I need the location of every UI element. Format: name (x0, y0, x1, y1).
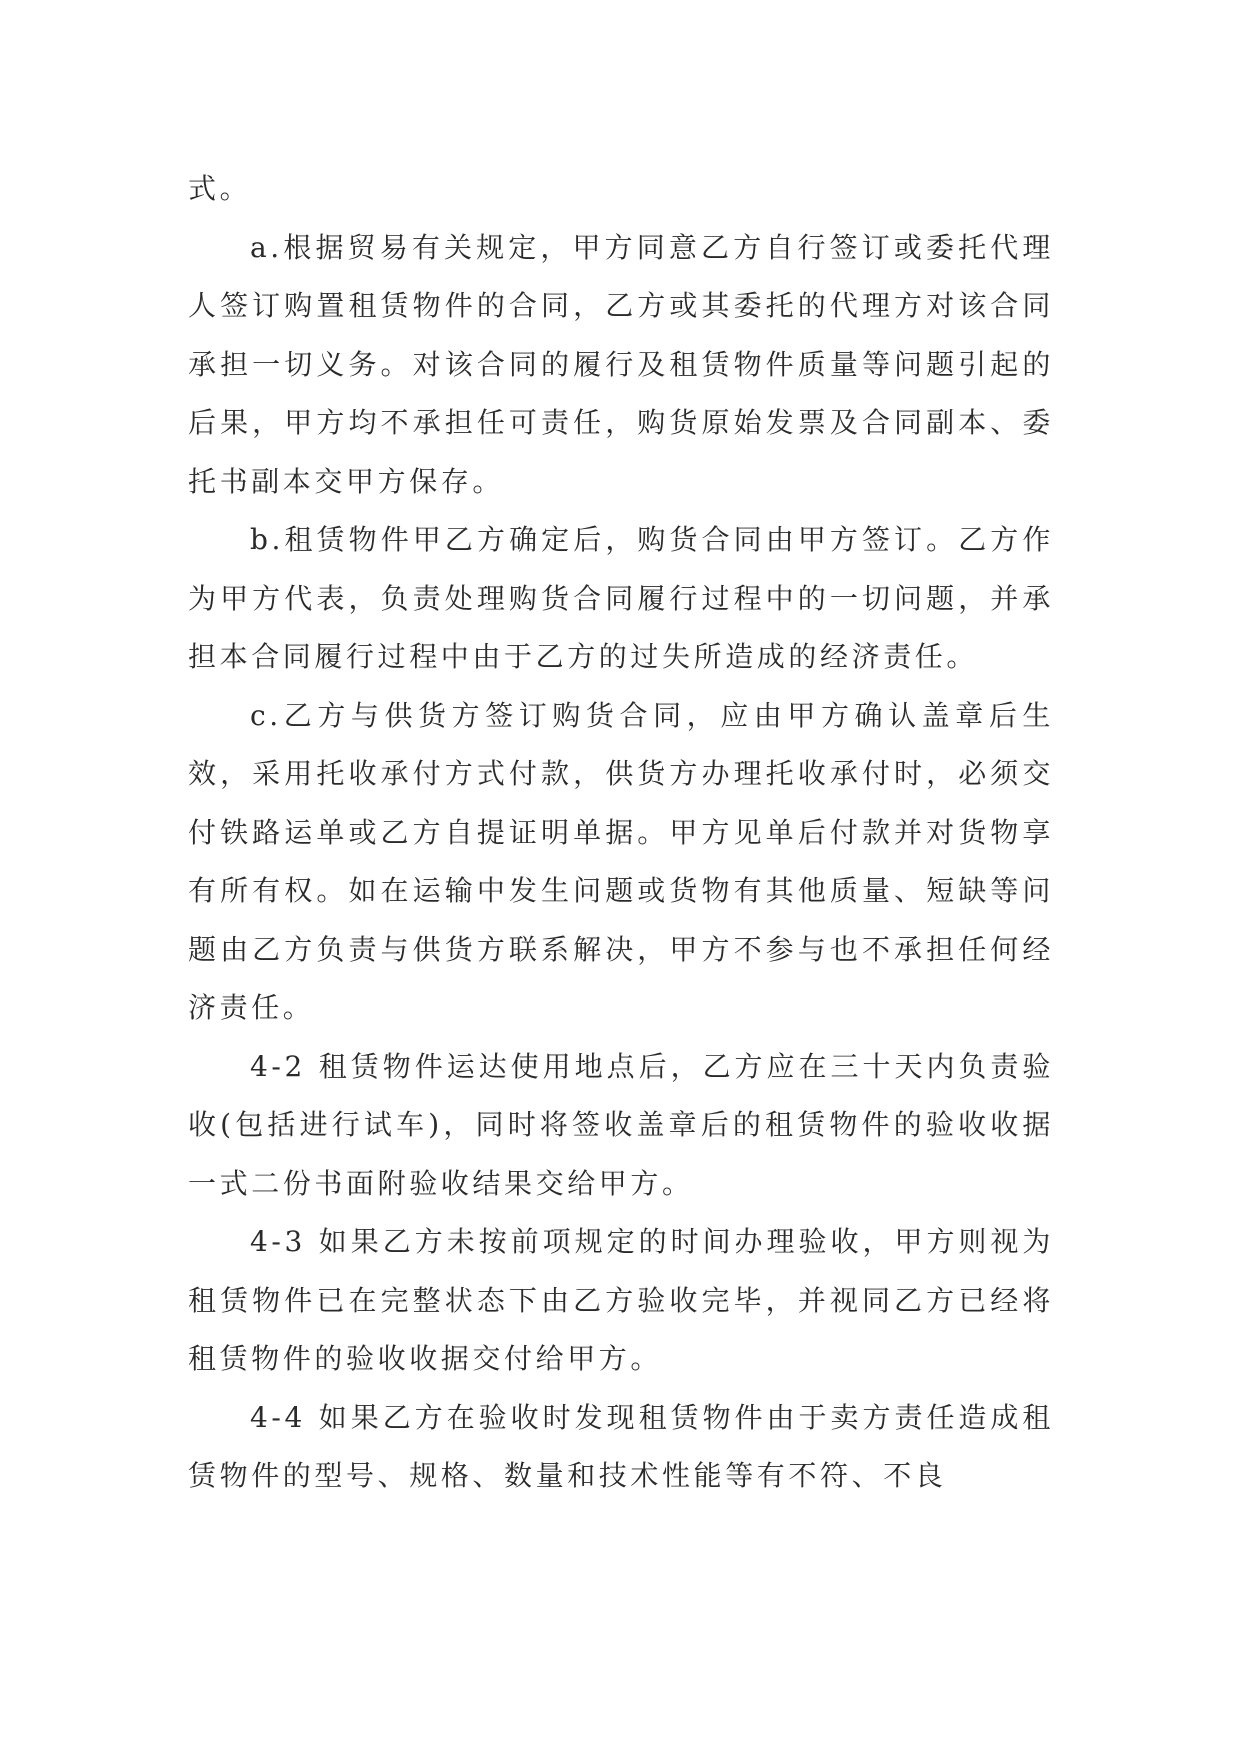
paragraph-clause-4-3: 4-3 如果乙方未按前项规定的时间办理验收，甲方则视为租赁物件已在完整状态下由乙方验收完毕，并视同乙方已经将租赁物件的验收收据交付给甲方。 (188, 1225, 1054, 1375)
document-body (188, 160, 1054, 1506)
paragraph-clause-4-2: 4-2 租赁物件运达使用地点后，乙方应在三十天内负责验收(包括进行试车)，同时将签收盖章后的租赁物件的验收收据一式二份书面附验收结果交给甲方。 (188, 1049, 1054, 1200)
paragraph-continuation: 式。 (188, 172, 252, 205)
paragraph-clause-a: a.根据贸易有关规定，甲方同意乙方自行签订或委托代理人签订购置租赁物件的合同，乙方或其委托的代理方对该合同承担一切义务。对该合同的履行及租赁物件质量等问题引起的后果，甲方均不承担任可责任，购货原始发票及合同副本、委托书副本交甲方保存。 (188, 230, 1054, 498)
paragraph-clause-4-4: 4-4 如果乙方在验收时发现租赁物件由于卖方责任造成租赁物件的型号、规格、数量和技术性能等有不符、不良 (188, 1400, 1054, 1492)
paragraph-clause-b: b.租赁物件甲乙方确定后，购货合同由甲方签订。乙方作为甲方代表，负责处理购货合同履行过程中的一切问题，并承担本合同履行过程中由于乙方的过失所造成的经济责任。 (188, 523, 1054, 673)
paragraph-clause-c: c.乙方与供货方签订购货合同，应由甲方确认盖章后生效，采用托收承付方式付款，供货方办理托收承付时，必须交付铁路运单或乙方自提证明单据。甲方见单后付款并对货物享有所有权。如在运输中发生问题或货物有其他质量、短缺等问题由乙方负责与供货方联系解决，甲方不参与也不承担任何经济责任。 (188, 698, 1054, 1024)
